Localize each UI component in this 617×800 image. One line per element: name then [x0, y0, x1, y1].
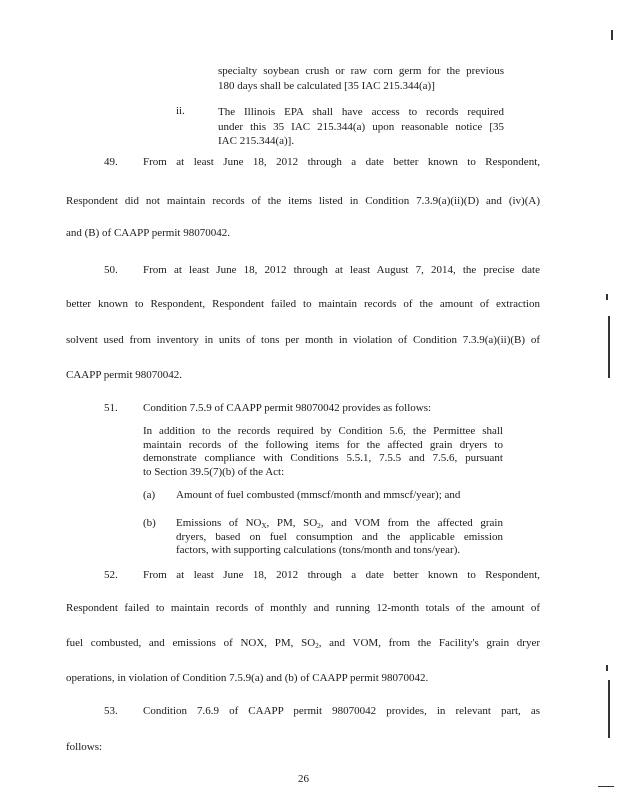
paragraph-49-line: Respondent did not maintain records of the items listed in Condition 7.3.9(a)(ii)(D) and (iv)(A) — [66, 195, 540, 207]
item-ii-line: under this 35 IAC 215.344(a) upon reasonable notice [35 — [218, 120, 504, 133]
quote-line: specialty soybean crush or raw corn germ for the previous — [218, 65, 504, 77]
paragraph-number-50: 50. — [104, 264, 118, 276]
quote-line: to Section 39.5(7)(b) of the Act: — [143, 465, 285, 478]
scan-artifact-right-bar — [608, 316, 610, 378]
paragraph-number-51: 51. — [104, 402, 118, 414]
item-a-label: (a) — [143, 489, 156, 501]
paragraph-50-line: From at least June 18, 2012 through at least August 7, 2014, the precise date — [143, 264, 540, 276]
paragraph-number-49: 49. — [104, 156, 118, 168]
quote-line: In addition to the records required by Condition 5.6, the Permittee shall — [143, 425, 503, 437]
item-ii-line: IAC 215.344(a)]. — [218, 135, 295, 147]
paragraph-50-line: solvent used from inventory in units of tons per month in violation of Condition 7.3.9(a)(ii)(B) of — [66, 334, 540, 346]
item-b-line: dryers, based on fuel consumption and the applicable emission — [176, 530, 503, 543]
quote-line: 180 days shall be calculated [35 IAC 215.344(a)] — [218, 79, 435, 92]
paragraph-53-line: Condition 7.6.9 of CAAPP permit 98070042 provides, in relevant part, as — [143, 705, 540, 717]
scan-artifact-lower-tick — [606, 665, 608, 671]
paragraph-50-line: CAAPP permit 98070042. — [66, 369, 183, 381]
page-number: 26 — [298, 773, 309, 785]
paragraph-52-line: Respondent failed to maintain records of monthly and running 12-month totals of the amount of — [66, 602, 540, 614]
continued-quote — [218, 64, 504, 93]
paragraph-52-line: fuel combusted, and emissions of NOX, PM, $SO_2$, and VOM, from the Facility's grain dryer — [66, 637, 540, 650]
paragraph-50-line: better known to Respondent, Respondent failed to maintain records of the amount of extraction — [66, 298, 540, 310]
scan-artifact-top — [611, 30, 613, 40]
item-ii-label: ii. — [176, 105, 185, 117]
paragraph-49-line: From at least June 18, 2012 through a date better known to Respondent, — [143, 156, 540, 168]
paragraph-51-text: Condition 7.5.9 of CAAPP permit 98070042 provides as follows: — [143, 402, 432, 414]
item-b-text — [176, 517, 503, 558]
paragraph-53-line: follows: — [66, 741, 103, 753]
paragraph-number-52: 52. — [104, 569, 118, 581]
paragraph-52-line: operations, in violation of Condition 7.5.9(a) and (b) of CAAPP permit 98070042. — [66, 672, 429, 684]
quote-line: demonstrate compliance with Conditions 5.5.1, 7.5.5 and 7.5.6, pursuant — [143, 452, 503, 464]
item-b-label: (b) — [143, 517, 156, 529]
scan-artifact-bottom-rule — [598, 786, 614, 787]
item-ii-text — [218, 105, 504, 149]
item-ii-line: The Illinois EPA shall have access to records required — [218, 106, 504, 118]
item-b-line: Emissions of $NO_X$, PM, $SO_2$, and VOM from the affected grain — [176, 517, 503, 530]
paragraph-52-line: From at least June 18, 2012 through a date better known to Respondent, — [143, 569, 540, 581]
item-b-line: factors, with supporting calculations (tons/month and tons/year). — [176, 544, 461, 556]
scan-artifact-lower-bar — [608, 680, 610, 738]
item-a-text: Amount of fuel combusted (mmscf/month and mmscf/year); and — [176, 489, 461, 501]
scan-artifact-right-tick — [606, 294, 608, 300]
condition-7-5-9-quote — [143, 425, 503, 479]
paragraph-number-53: 53. — [104, 705, 118, 717]
quote-line: maintain records of the following items for the affected grain dryers to — [143, 438, 503, 451]
paragraph-49-line: and (B) of CAAPP permit 98070042. — [66, 227, 230, 239]
